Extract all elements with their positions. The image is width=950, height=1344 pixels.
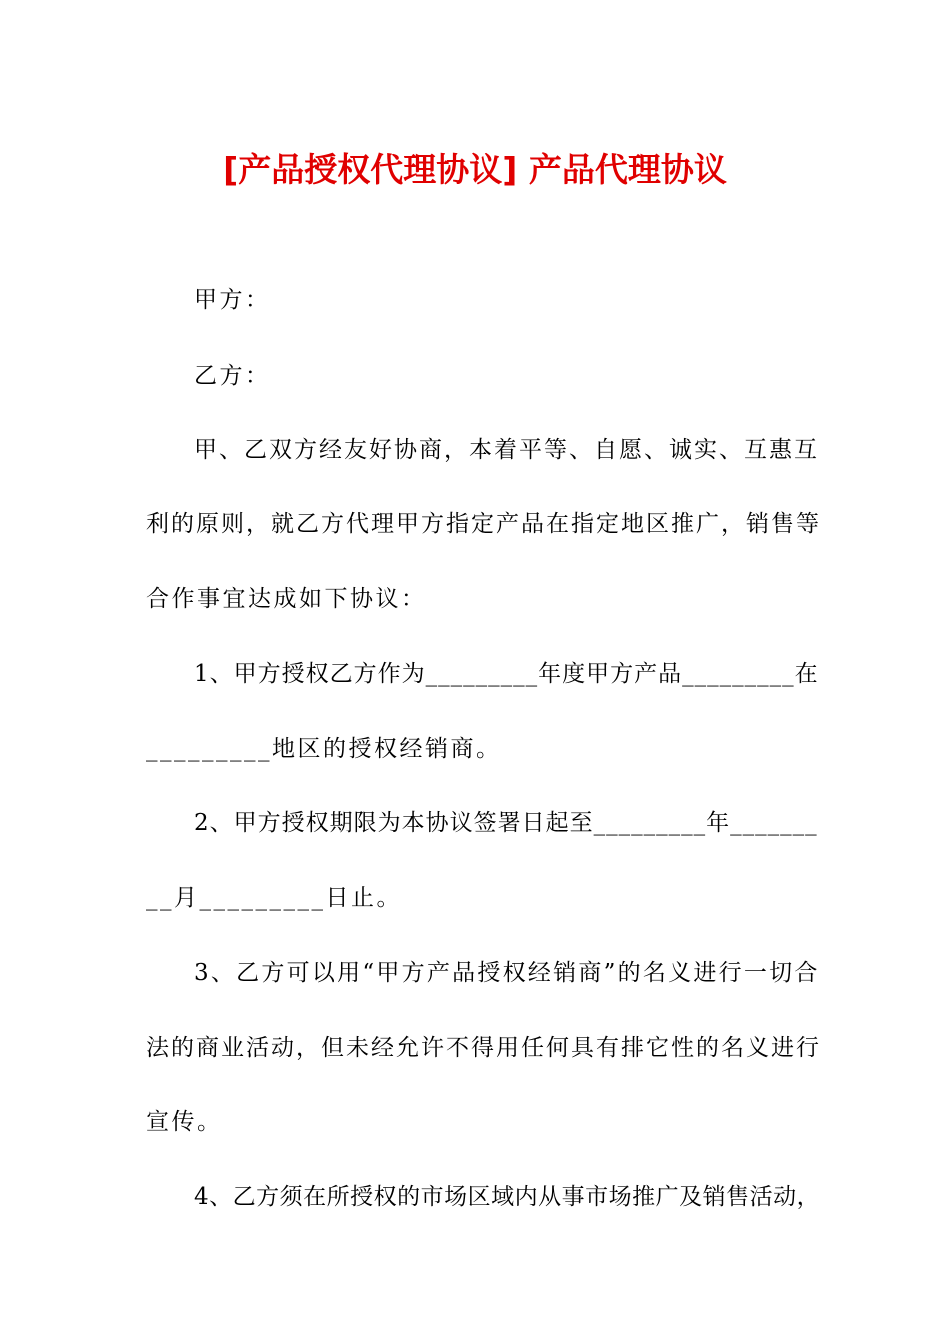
- clause-3-line: 法的商业活动，但未经允许不得用任何具有排它性的名义进行: [146, 1035, 821, 1061]
- clause-3-line: 宣传。: [146, 1109, 223, 1135]
- party-b-line: 乙方：: [194, 363, 271, 389]
- clause-1-line: 1、甲方授权乙方作为_________年度甲方产品_________在: [194, 661, 819, 687]
- paragraph-line: 甲、乙双方经友好协商，本着平等、自愿、诚实、互惠互: [194, 437, 819, 463]
- document-title: [产品授权代理协议] 产品代理协议: [223, 150, 727, 189]
- clause-2-line: __月_________日止。: [146, 885, 402, 911]
- party-a-line: 甲方：: [194, 287, 271, 313]
- paragraph-line: 合作事宜达成如下协议：: [146, 586, 427, 612]
- clause-4-line: 4、乙方须在所授权的市场区域内从事市场推广及销售活动，: [194, 1184, 821, 1210]
- paragraph-line: 利的原则，就乙方代理甲方指定产品在指定地区推广，销售等: [146, 511, 821, 537]
- clause-3-line: 3、乙方可以用“甲方产品授权经销商”的名义进行一切合: [194, 960, 820, 986]
- clause-1-line: _________地区的授权经销商。: [146, 736, 502, 762]
- clause-2-line: 2、甲方授权期限为本协议签署日起至_________年_______: [194, 810, 818, 836]
